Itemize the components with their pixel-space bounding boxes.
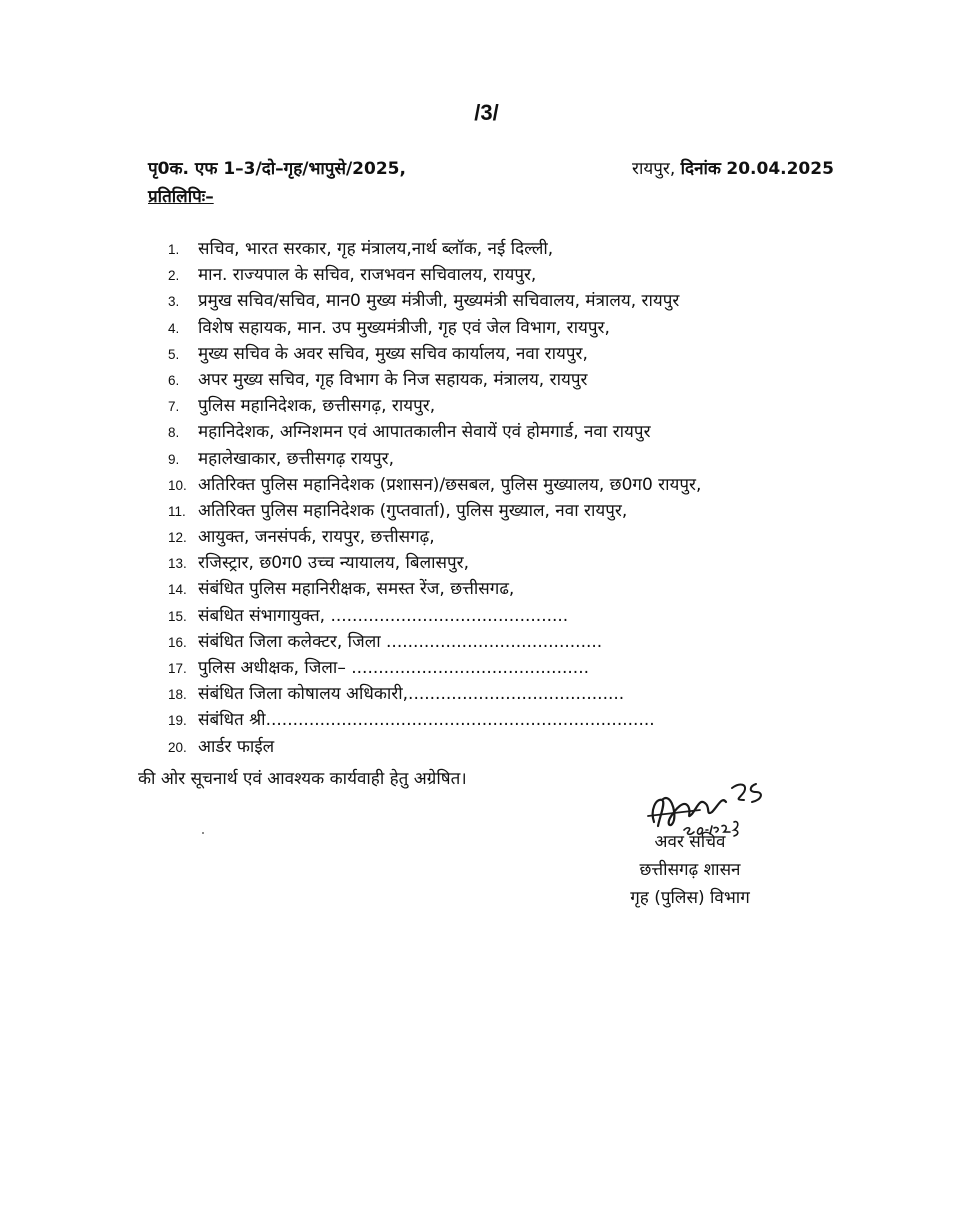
place: रायपुर, (632, 159, 676, 179)
recipient-text: पुलिस महानिदेशक, छत्तीसगढ़, रायपुर, (198, 396, 436, 417)
recipient-item (168, 550, 701, 576)
recipient-text: संबंधित श्री........................................................................ (198, 710, 655, 731)
recipient-item (168, 707, 701, 733)
recipient-text: संबंधित पुलिस महानिरीक्षक, समस्त रेंज, छत्तीसगढ, (198, 579, 515, 600)
recipient-item (168, 734, 701, 760)
recipient-text: संबंधित जिला कलेक्टर, जिला ........................................ (198, 631, 603, 652)
recipient-number: 16. (168, 634, 187, 650)
date-value: 20.04.2025 (726, 159, 834, 179)
recipient-item (168, 367, 701, 393)
recipient-number: 2. (168, 268, 180, 284)
recipient-number: 19. (168, 713, 187, 729)
closing-line: की ओर सूचनार्थ एवं आवश्यक कार्यवाही हेतु अग्रेषित। (138, 769, 467, 789)
signatory-designation: अवर सचिव (654, 832, 726, 852)
recipient-number: 14. (168, 582, 187, 598)
recipient-text: अपर मुख्य सचिव, गृह विभाग के निज सहायक, मंत्रालय, रायपुर (198, 369, 588, 390)
recipient-text: अतिरिक्त पुलिस महानिदेशक (प्रशासन)/छसबल, पुलिस मुख्यालय, छ0ग0 रायपुर, (198, 474, 702, 495)
recipient-item (168, 419, 701, 445)
recipient-text: पुलिस अधीक्षक, जिला– ............................................ (198, 658, 589, 678)
recipient-item (168, 603, 701, 629)
recipient-item (168, 472, 701, 498)
recipient-number: 8. (168, 425, 180, 441)
recipient-number: 17. (168, 661, 187, 676)
scan-speck (202, 832, 204, 834)
recipient-item (168, 498, 701, 524)
recipient-number: 9. (168, 451, 180, 467)
recipient-text: संबंधित जिला कोषालय अधिकारी,........................................ (198, 684, 625, 705)
recipient-number: 11. (168, 503, 186, 519)
recipient-item (168, 315, 701, 341)
recipient-text: आयुक्त, जनसंपर्क, रायपुर, छत्तीसगढ़, (198, 527, 435, 548)
recipient-text: विशेष सहायक, मान. उप मुख्यमंत्रीजी, गृह एवं जेल विभाग, रायपुर, (198, 317, 610, 338)
recipient-item (168, 655, 701, 681)
page-number: /3/ (474, 100, 499, 125)
recipient-text: महानिदेशक, अग्निशमन एवं आपातकालीन सेवायें एवं होमगार्ड, नवा रायपुर (198, 422, 651, 443)
recipient-number: 12. (168, 530, 187, 546)
copy-heading: प्रतिलिपिः– (148, 187, 214, 207)
place-and-date (632, 156, 834, 179)
recipient-item (168, 446, 701, 472)
recipient-text: संबधित संभागायुक्त, ............................................ (198, 605, 569, 626)
recipient-item (168, 393, 701, 419)
recipient-text: आर्डर फाईल (198, 736, 275, 757)
recipient-item (168, 576, 701, 602)
recipient-item (168, 262, 701, 288)
recipient-number: 3. (168, 294, 180, 310)
recipient-number: 20. (168, 739, 187, 755)
date-label: दिनांक (680, 159, 721, 179)
recipient-list (168, 236, 701, 760)
recipient-number: 15. (168, 608, 187, 624)
signatory-department: गृह (पुलिस) विभाग (630, 888, 750, 908)
signatory-government: छत्तीसगढ़ शासन (639, 860, 741, 880)
recipient-item (168, 236, 701, 262)
recipient-text: मुख्य सचिव के अवर सचिव, मुख्य सचिव कार्यालय, नवा रायपुर, (198, 343, 588, 364)
recipient-text: प्रमुख सचिव/सचिव, मान0 मुख्य मंत्रीजी, मुख्यमंत्री सचिवालय, मंत्रालय, रायपुर (198, 291, 680, 312)
recipient-number: 7. (168, 399, 180, 415)
recipient-item (168, 341, 701, 367)
recipient-number: 13. (168, 556, 187, 572)
recipient-number: 5. (168, 346, 180, 362)
recipient-item (168, 629, 701, 655)
recipient-text: मान. राज्यपाल के सचिव, राजभवन सचिवालय, रायपुर, (198, 265, 537, 286)
recipient-number: 10. (168, 477, 187, 493)
recipient-number: 18. (168, 687, 187, 703)
recipient-text: अतिरिक्त पुलिस महानिदेशक (गुप्तवार्ता), पुलिस मुख्याल, नवा रायपुर, (198, 500, 628, 521)
recipient-text: सचिव, भारत सरकार, गृह मंत्रालय,नार्थ ब्लॉक, नई दिल्ली, (198, 239, 554, 259)
reference-number: पृ0क. एफ 1–3/दो–गृह/भापुसे/2025, (148, 159, 406, 179)
signatory-block (590, 828, 790, 912)
recipient-item (168, 681, 701, 707)
recipient-text: महालेखाकार, छत्तीसगढ़ रायपुर, (198, 448, 394, 469)
recipient-text: रजिस्ट्रार, छ0ग0 उच्च न्यायालय, बिलासपुर, (198, 553, 470, 574)
recipient-item (168, 524, 701, 550)
recipient-number: 4. (168, 320, 180, 336)
recipient-number: 6. (168, 372, 180, 388)
recipient-number: 1. (168, 242, 180, 257)
recipient-item (168, 288, 701, 314)
